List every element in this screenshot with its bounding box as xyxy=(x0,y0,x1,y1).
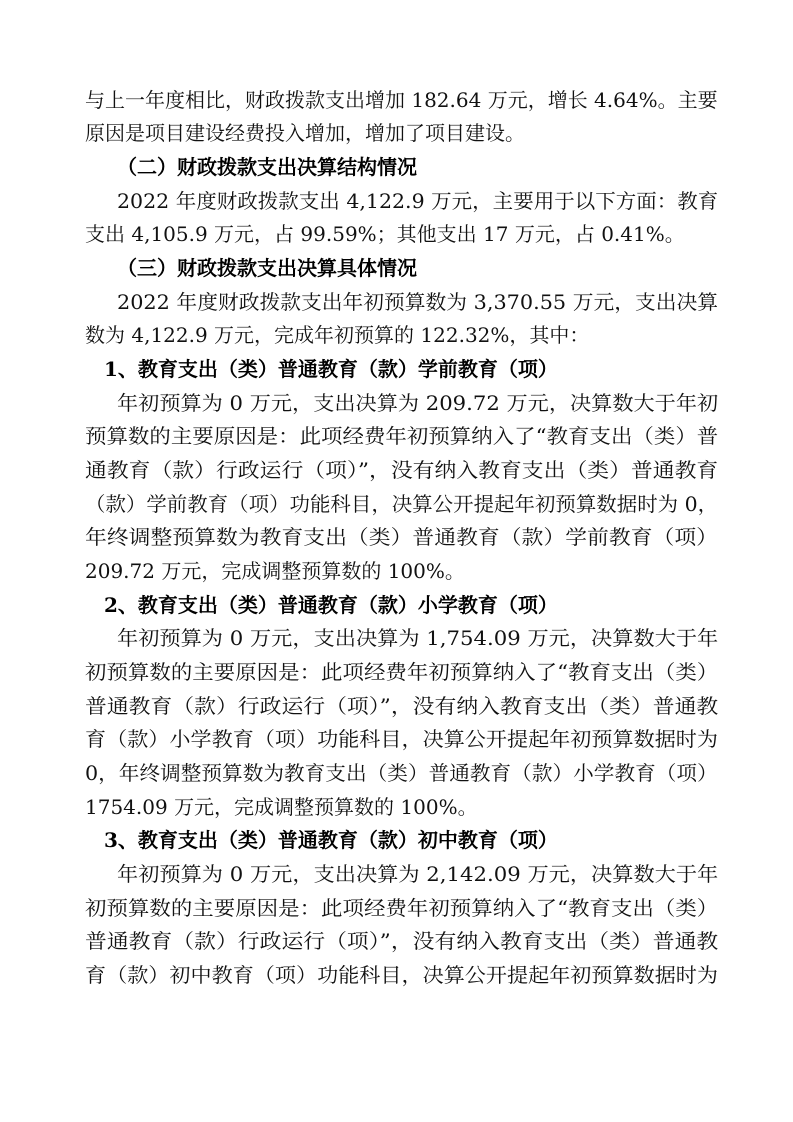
paragraph-line: 初预算数的主要原因是：此项经费年初预算纳入了“教育支出（类） xyxy=(85,660,719,684)
paragraph-line: （款）学前教育（项）功能科目，决算公开提起年初预算数据时为 0， xyxy=(85,492,719,516)
paragraph-line: 原因是项目建设经费投入增加，增加了项目建设。 xyxy=(85,121,525,145)
paragraph-line: 1754.09 万元，完成调整预算数的 100%。 xyxy=(85,795,478,819)
paragraph-line: 年终调整预算数为教育支出（类）普通教育（款）学前教育（项） xyxy=(85,525,719,549)
paragraph-line: 通教育（款）行政运行（项）”，没有纳入教育支出（类）普通教育 xyxy=(85,458,719,482)
paragraph-line: 209.72 万元，完成调整预算数的 100%。 xyxy=(85,559,465,583)
paragraph-line: 2022 年度财政拨款支出年初预算数为 3,370.55 万元，支出决算 xyxy=(117,290,719,314)
paragraph-line: 预算数的主要原因是：此项经费年初预算纳入了“教育支出（类）普 xyxy=(85,424,719,448)
section-heading: （三）财政拨款支出决算具体情况 xyxy=(117,256,417,280)
paragraph-line: 普通教育（款）行政运行（项）”，没有纳入教育支出（类）普通教 xyxy=(85,694,719,718)
paragraph-line: 年初预算为 0 万元，支出决算为 209.72 万元，决算数大于年初 xyxy=(117,391,719,415)
paragraph-line: 0，年终调整预算数为教育支出（类）普通教育（款）小学教育（项） xyxy=(85,761,718,785)
paragraph-line: 年初预算为 0 万元，支出决算为 1,754.09 万元，决算数大于年 xyxy=(117,626,719,650)
paragraph-line: 支出 4,105.9 万元，占 99.59%；其他支出 17 万元，占 0.41%。 xyxy=(85,222,685,246)
paragraph-line: 数为 4,122.9 万元，完成年初预算的 122.32%，其中： xyxy=(85,323,590,347)
paragraph-line: 2022 年度财政拨款支出 4,122.9 万元，主要用于以下方面：教育 xyxy=(117,189,719,213)
paragraph-line: 普通教育（款）行政运行（项）”，没有纳入教育支出（类）普通教 xyxy=(85,929,719,953)
subsection-heading: 2、教育支出（类）普通教育（款）小学教育（项） xyxy=(104,593,558,617)
paragraph-line: 初预算数的主要原因是：此项经费年初预算纳入了“教育支出（类） xyxy=(85,896,719,920)
paragraph-line: 与上一年度相比，财政拨款支出增加 182.64 万元，增长 4.64%。主要 xyxy=(85,88,718,112)
subsection-heading: 3、教育支出（类）普通教育（款）初中教育（项） xyxy=(104,828,558,852)
paragraph-line: 育（款）小学教育（项）功能科目，决算公开提起年初预算数据时为 xyxy=(85,727,718,751)
section-heading: （二）财政拨款支出决算结构情况 xyxy=(117,155,417,179)
subsection-heading: 1、教育支出（类）普通教育（款）学前教育（项） xyxy=(104,357,558,381)
paragraph-line: 育（款）初中教育（项）功能科目，决算公开提起年初预算数据时为 xyxy=(85,963,718,987)
paragraph-line: 年初预算为 0 万元，支出决算为 2,142.09 万元，决算数大于年 xyxy=(117,862,719,886)
